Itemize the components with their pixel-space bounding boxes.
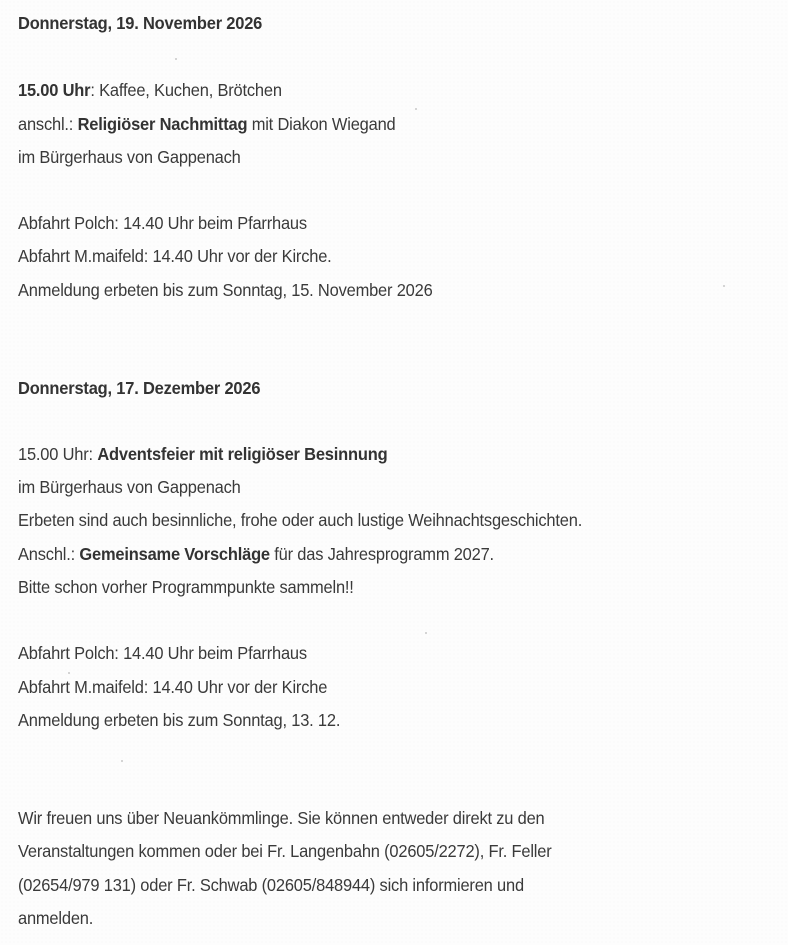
event2-reminder: Bitte schon vorher Programmpunkte sammeln!! <box>18 577 354 597</box>
event1-time-bold: 15.00 Uhr <box>18 80 91 100</box>
event2-followup-rest: für das Jahresprogramm 2027. <box>269 544 494 564</box>
event1-departure-maifeld: Abfahrt M.maifeld: 14.40 Uhr vor der Kirche. <box>18 246 332 266</box>
event1-program-prefix: anschl.: <box>18 114 78 134</box>
event2-location: im Bürgerhaus von Gappenach <box>18 477 241 497</box>
event2-date-heading: Donnerstag, 17. Dezember 2026 <box>18 378 261 398</box>
footer-line-2: Veranstaltungen kommen oder bei Fr. Langenbahn (02605/2272), Fr. Feller <box>18 841 552 861</box>
scan-speck <box>415 108 417 110</box>
event2-followup-bold: Gemeinsame Vorschläge <box>79 544 270 564</box>
scan-speck <box>175 58 177 60</box>
event2-followup-prefix: Anschl.: <box>18 544 80 564</box>
event2-time-line <box>18 443 387 465</box>
event2-followup-line <box>18 543 494 565</box>
event2-departure-polch: Abfahrt Polch: 14.40 Uhr beim Pfarrhaus <box>18 643 307 663</box>
event1-departure-polch: Abfahrt Polch: 14.40 Uhr beim Pfarrhaus <box>18 213 307 233</box>
event2-departure-maifeld: Abfahrt M.maifeld: 14.40 Uhr vor der Kirche <box>18 677 328 697</box>
footer-line-3: (02654/979 131) oder Fr. Schwab (02605/848944) sich informieren und <box>18 875 524 895</box>
scan-speck <box>68 672 70 674</box>
scan-speck <box>723 285 725 287</box>
event1-date-heading: Donnerstag, 19. November 2026 <box>18 13 263 33</box>
event1-time-line <box>18 79 282 101</box>
event1-time-rest: : Kaffee, Kuchen, Brötchen <box>90 80 282 100</box>
event2-title-bold: Adventsfeier mit religiöser Besinnung <box>97 444 388 464</box>
event2-registration: Anmeldung erbeten bis zum Sonntag, 13. 12. <box>18 710 341 730</box>
scan-speck <box>121 760 123 762</box>
footer-line-1: Wir freuen uns über Neuankömmlinge. Sie können entweder direkt zu den <box>18 808 545 828</box>
event1-program-line <box>18 113 396 135</box>
scan-speck <box>425 632 427 634</box>
event1-program-rest: mit Diakon Wiegand <box>247 114 396 134</box>
event1-registration: Anmeldung erbeten bis zum Sonntag, 15. November 2026 <box>18 280 433 300</box>
event2-time-prefix: 15.00 Uhr: <box>18 444 98 464</box>
event1-program-bold: Religiöser Nachmittag <box>77 114 248 134</box>
event1-location: im Bürgerhaus von Gappenach <box>18 147 241 167</box>
event2-request: Erbeten sind auch besinnliche, frohe oder auch lustige Weihnachtsgeschichten. <box>18 510 583 530</box>
footer-line-4: anmelden. <box>18 908 94 928</box>
